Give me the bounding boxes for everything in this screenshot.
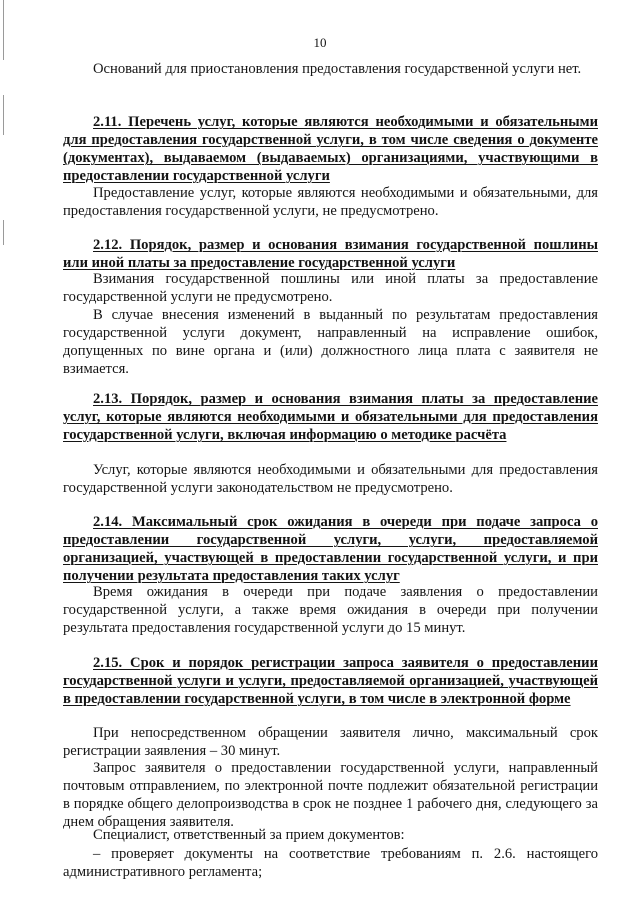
paragraph-2-15-text-1: При непосредственном обращении заявителя лично, максимальный срок регистрации заявления – 30 минут. bbox=[63, 725, 598, 759]
paragraph-2-14-text: Время ожидания в очереди при подаче заявления о предоставлении государственной услуги, а также время ожидания в очереди при получении результата предоставления государственной услуги до 15 минут. bbox=[63, 584, 598, 636]
scan-edge-mark bbox=[3, 220, 4, 245]
section-heading-2-15: 2.15. Срок и порядок регистрации запроса заявителя о предоставлении государственной услуги и услуги, предоставляемой организацией, участвующей в предоставлении государственной услуги, в том числе в электронной форме bbox=[63, 655, 598, 707]
paragraph-2-15-text-2: Запрос заявителя о предоставлении государственной услуги, направленный почтовым отправлением, по электронной почте подлежит обязательной регистрации в порядке общего делопроизводства в срок не позднее 1 рабочего дня, следующего за днем обращения заявителя. bbox=[63, 760, 598, 830]
paragraph-2-11-text: Предоставление услуг, которые являются необходимыми и обязательными, для предоставления государственной услуги, не предусмотрено. bbox=[63, 185, 598, 219]
paragraph-2-15-text-4: – проверяет документы на соответствие требованиям п. 2.6. настоящего административного регламента; bbox=[63, 846, 598, 880]
paragraph-2-15-text-3: Специалист, ответственный за прием документов: bbox=[93, 827, 405, 843]
paragraph-2-13-text: Услуг, которые являются необходимыми и обязательными для предоставления государственной услуги законодательством не предусмотрено. bbox=[63, 462, 598, 496]
paragraph-no-grounds: Оснований для приостановления предоставления государственной услуги нет. bbox=[93, 61, 582, 77]
scan-edge-mark bbox=[3, 95, 4, 135]
section-heading-2-14: 2.14. Максимальный срок ожидания в очереди при подаче запроса о предоставлении государственной услуги, услуги, предоставляемой организацией, участвующей в предоставлении государственной услуги, и при получении результата предоставления таких услуг bbox=[63, 514, 598, 584]
page-number: 10 bbox=[313, 35, 327, 50]
paragraph-2-12-text-2: В случае внесения изменений в выданный по результатам предоставления государственной услуги документ, направленный на исправление ошибок, допущенных по вине органа и (или) должностного лица плата с заявителя не взимается. bbox=[63, 307, 598, 377]
section-heading-2-12: 2.12. Порядок, размер и основания взимания государственной пошлины или иной платы за предоставление государственной услуги bbox=[63, 237, 598, 271]
section-heading-2-11: 2.11. Перечень услуг, которые являются необходимыми и обязательными для предоставления государственной услуги, в том числе сведения о документе (документах), выдаваемом (выдаваемых) организациями, участвующими в предоставлении государственной услуги bbox=[63, 114, 598, 184]
section-heading-2-13: 2.13. Порядок, размер и основания взимания платы за предоставление услуг, которые являются необходимыми и обязательными для предоставления государственной услуги, включая информацию о методике расчёта bbox=[63, 391, 598, 443]
paragraph-2-12-text-1: Взимания государственной пошлины или иной платы за предоставление государственной услуги не предусмотрено. bbox=[63, 271, 598, 305]
